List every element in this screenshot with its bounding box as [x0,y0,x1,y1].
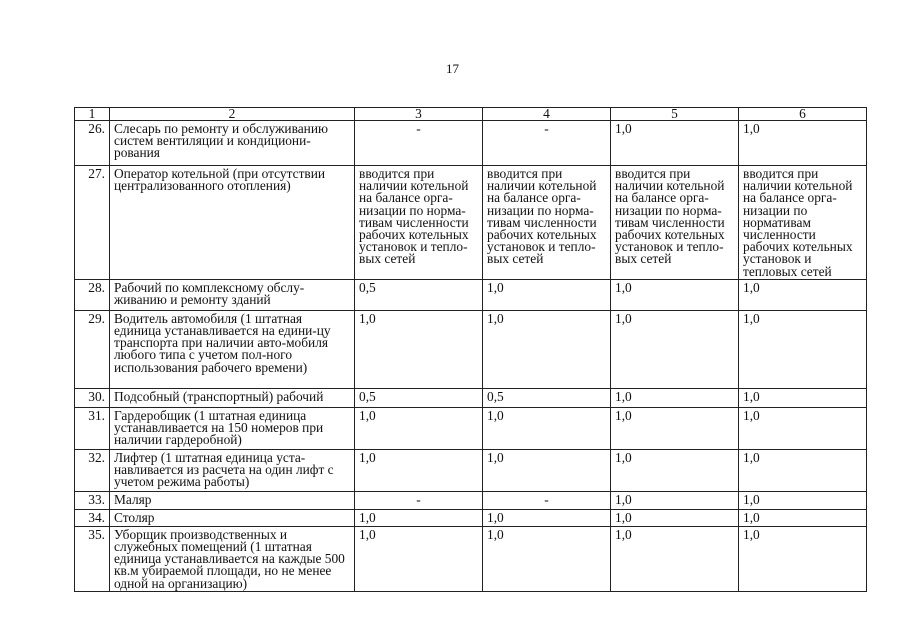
position-title: Столяр [110,509,355,526]
position-title: Слесарь по ремонту и обслуживанию систем вентиляции и кондициони-рования [110,121,355,166]
value-cell: 1,0 [739,121,867,166]
value-cell: 1,0 [355,407,483,449]
value-cell: 1,0 [483,407,611,449]
value-cell: 1,0 [739,449,867,491]
page-number: 17 [446,61,459,76]
position-title: Рабочий по комплексному обслу-живанию и ремонту зданий [110,279,355,310]
value-cell: 0,5 [355,388,483,407]
value-cell: 1,0 [739,279,867,310]
position-title: Оператор котельной (при отсутствии централизованного отопления) [110,166,355,280]
table-row [75,310,867,388]
row-number: 28. [75,279,110,310]
row-number: 33. [75,491,110,509]
value-cell: 1,0 [611,121,739,166]
table-row [75,388,867,407]
value-cell: 1,0 [355,310,483,388]
row-number: 34. [75,509,110,526]
table-row [75,407,867,449]
table-row [75,449,867,491]
table-row [75,491,867,509]
table-row [75,279,867,310]
position-title: Лифтер (1 штатная единица уста-навливается из расчета на один лифт с учетом режима работы) [110,449,355,491]
value-cell: 1,0 [611,310,739,388]
row-number: 26. [75,121,110,166]
position-title: Маляр [110,491,355,509]
column-header: 1 [75,108,110,121]
value-cell: - [483,491,611,509]
value-cell: 1,0 [739,310,867,388]
position-title: Водитель автомобиля (1 штатная единица устанавливается на едини-цу транспорта при наличии авто-мобиля любого типа с учетом пол-ного использования рабочего времени) [110,310,355,388]
value-cell: 1,0 [611,407,739,449]
position-title: Подсобный (транспортный) рабочий [110,388,355,407]
row-number: 29. [75,310,110,388]
value-cell: 1,0 [739,407,867,449]
column-header: 2 [110,108,355,121]
column-header: 5 [611,108,739,121]
value-cell: вводится при наличии котельной на балансе орга-низации по норма-тивам численности рабочих котельных установок и тепло-вых сетей [483,166,611,280]
value-cell: 1,0 [611,491,739,509]
value-cell: 1,0 [483,526,611,591]
value-cell: 1,0 [483,310,611,388]
value-cell: вводится при наличии котельной на балансе орга-низации по норма-тивам численности рабочих котельных установок и тепло-вых сетей [355,166,483,280]
value-cell: 1,0 [483,509,611,526]
row-number: 35. [75,526,110,591]
column-header: 6 [739,108,867,121]
value-cell: 1,0 [611,449,739,491]
value-cell: 1,0 [355,509,483,526]
value-cell: - [355,491,483,509]
value-cell: 1,0 [611,509,739,526]
value-cell: - [355,121,483,166]
value-cell: 1,0 [483,449,611,491]
value-cell: 0,5 [483,388,611,407]
value-cell: 1,0 [611,526,739,591]
table-row [75,509,867,526]
value-cell: 1,0 [483,279,611,310]
value-cell: вводится при наличии котельной на балансе орга-низации по нормативам численности рабочих котельных установок и тепловых сетей [739,166,867,280]
staffing-table [74,107,867,592]
table-row [75,526,867,591]
value-cell: 1,0 [739,509,867,526]
position-title: Уборщик производственных и служебных помещений (1 штатная единица устанавливается на каждые 500 кв.м убираемой площади, но не менее одной на организацию) [110,526,355,591]
value-cell: 1,0 [739,491,867,509]
value-cell: 1,0 [355,449,483,491]
table-row [75,121,867,166]
table-header-row [75,108,867,121]
row-number: 32. [75,449,110,491]
value-cell: - [483,121,611,166]
value-cell: вводится при наличии котельной на балансе орга-низации по норма-тивам численности рабочих котельных установок и тепло-вых сетей [611,166,739,280]
position-title: Гардеробщик (1 штатная единица устанавливается на 150 номеров при наличии гардеробной) [110,407,355,449]
value-cell: 1,0 [739,526,867,591]
row-number: 30. [75,388,110,407]
value-cell: 1,0 [739,388,867,407]
column-header: 3 [355,108,483,121]
column-header: 4 [483,108,611,121]
value-cell: 1,0 [355,526,483,591]
value-cell: 1,0 [611,388,739,407]
value-cell: 0,5 [355,279,483,310]
value-cell: 1,0 [611,279,739,310]
row-number: 31. [75,407,110,449]
table-row [75,166,867,280]
row-number: 27. [75,166,110,280]
